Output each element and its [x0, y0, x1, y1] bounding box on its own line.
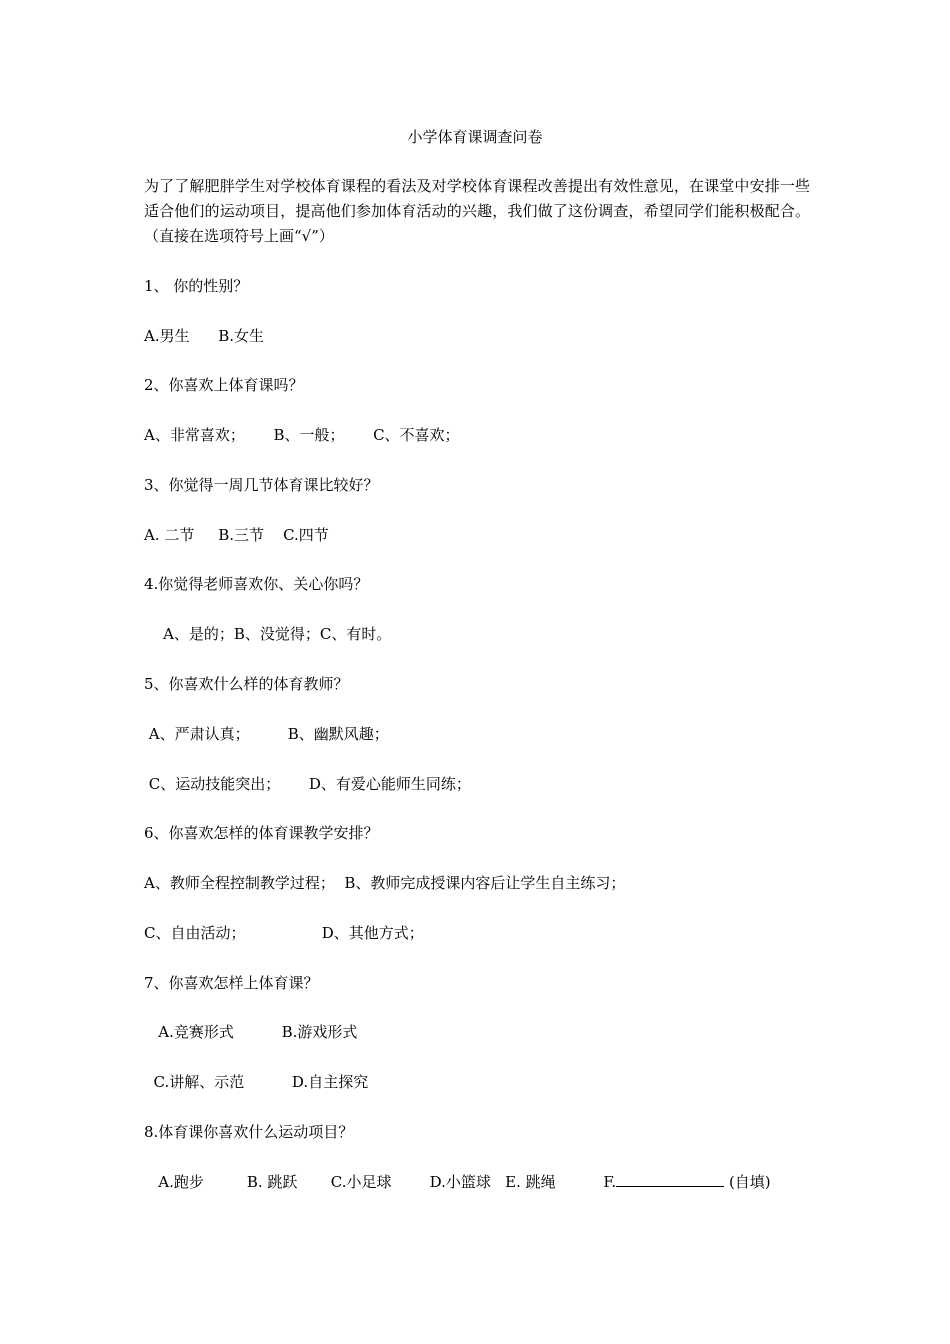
question-2: 2、你喜欢上体育课吗？ — [144, 376, 304, 394]
question-4-options: A、是的；B、没觉得；C、有时。 — [144, 625, 392, 643]
question-2-options: A、非常喜欢； B、一般； C、不喜欢； — [144, 426, 460, 444]
question-4: 4.你觉得老师喜欢你、关心你吗？ — [144, 575, 369, 593]
question-6-options-1: A、教师全程控制教学过程； B、教师完成授课内容后让学生自主练习； — [144, 874, 626, 892]
question-8-options-line — [144, 1171, 771, 1193]
question-7-options-1: A.竞赛形式 B.游戏形式 — [144, 1023, 358, 1041]
question-3-options: A. 二节 B.三节 C.四节 — [144, 526, 329, 544]
survey-title: 小学体育课调查问卷 — [407, 128, 543, 146]
question-7-options-2: C.讲解、示范 D.自主探究 — [144, 1073, 369, 1091]
question-5: 5、你喜欢什么样的体育教师？ — [144, 675, 349, 693]
question-8: 8.体育课你喜欢什么运动项目？ — [144, 1123, 354, 1141]
question-1-options: A.男生 B.女生 — [144, 327, 265, 345]
question-8-options: A.跑步 B. 跳跃 C.小足球 D.小篮球 E. 跳绳 F. — [144, 1173, 617, 1191]
question-3: 3、你觉得一周几节体育课比较好？ — [144, 476, 379, 494]
question-5-options-1: A、严肃认真； B、幽默风趣； — [144, 725, 389, 743]
fill-in-blank[interactable] — [616, 1172, 724, 1187]
fill-in-note: (自填) — [724, 1173, 771, 1191]
question-6: 6、你喜欢怎样的体育课教学安排？ — [144, 824, 379, 842]
survey-intro: 为了了解肥胖学生对学校体育课程的看法及对学校体育课程改善提出有效性意见，在课堂中安排一些适合他们的运动项目，提高他们参加体育活动的兴趣，我们做了这份调查，希望同学们能积极配合。 （直接在选项符号上画“√”） — [144, 177, 810, 245]
question-1: 1、 你的性别？ — [144, 277, 249, 295]
question-7: 7、你喜欢怎样上体育课？ — [144, 974, 319, 992]
question-5-options-2: C、运动技能突出； D、有爱心能师生同练； — [144, 775, 471, 793]
question-6-options-2: C、自由活动； D、其他方式； — [144, 924, 424, 942]
